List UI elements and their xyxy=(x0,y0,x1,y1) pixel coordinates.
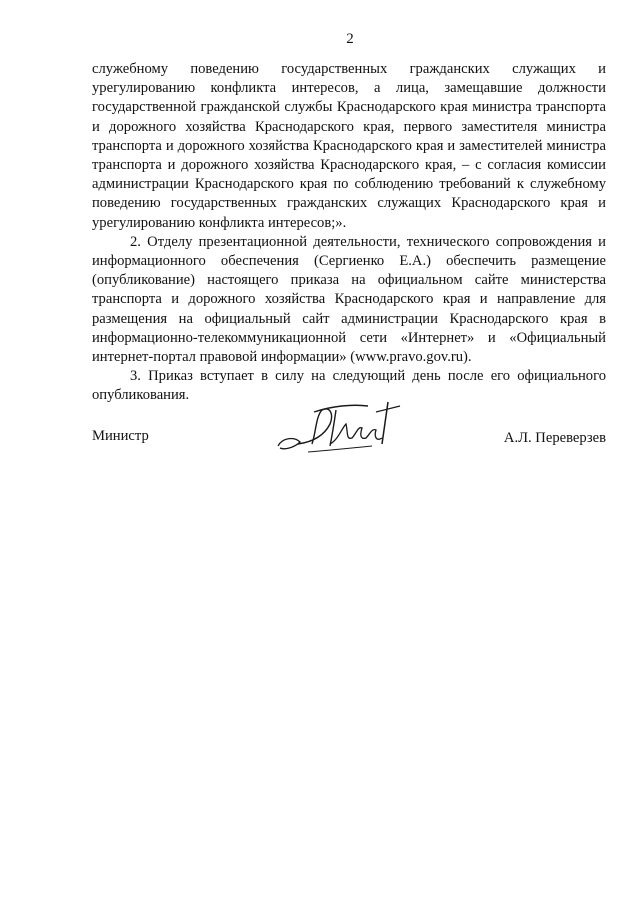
signatory-name: А.Л. Переверзев xyxy=(503,430,606,446)
paragraph-item-2: 2. Отделу презентационной деятельности, технического сопровождения и информационного обеспечения (Сергиенко Е.А.) обеспечить размещение (опубликование) настоящего приказа на официальном сайте министерства транспорта и дорожного хозяйства Краснодарского края и направление для размещения на официальный сайт администрации Краснодарского края в информационно-телекоммуникационной сети «Интернет» и «Официальный интернет-портал правовой информации» (www.pravo.gov.ru). xyxy=(92,233,606,366)
paragraph-continuation: служебному поведению государственных гражданских служащих и урегулированию конфликта интересов, а лица, замещавшие должности государственной гражданской службы Краснодарского края министра транспорта и дорожного хозяйства Краснодарского края, первого заместителя министра транспорта и дорожного хозяйства Краснодарского края и заместителей министра транспорта и дорожного хозяйства Краснодарского края, – с согласия комиссии администрации Краснодарского края по соблюдению требований к служебному поведению государственных гражданских служащих Краснодарского края и урегулированию конфликта интересов;». xyxy=(92,61,606,231)
signatory-position: Министр xyxy=(92,428,149,444)
signature-block xyxy=(92,398,606,468)
handwritten-signature xyxy=(272,398,432,460)
paragraph-item-3: 3. Приказ вступает в силу на следующий день после его официального опубликования. xyxy=(92,368,606,404)
document-body xyxy=(92,60,606,406)
page-number: 2 xyxy=(346,31,354,47)
